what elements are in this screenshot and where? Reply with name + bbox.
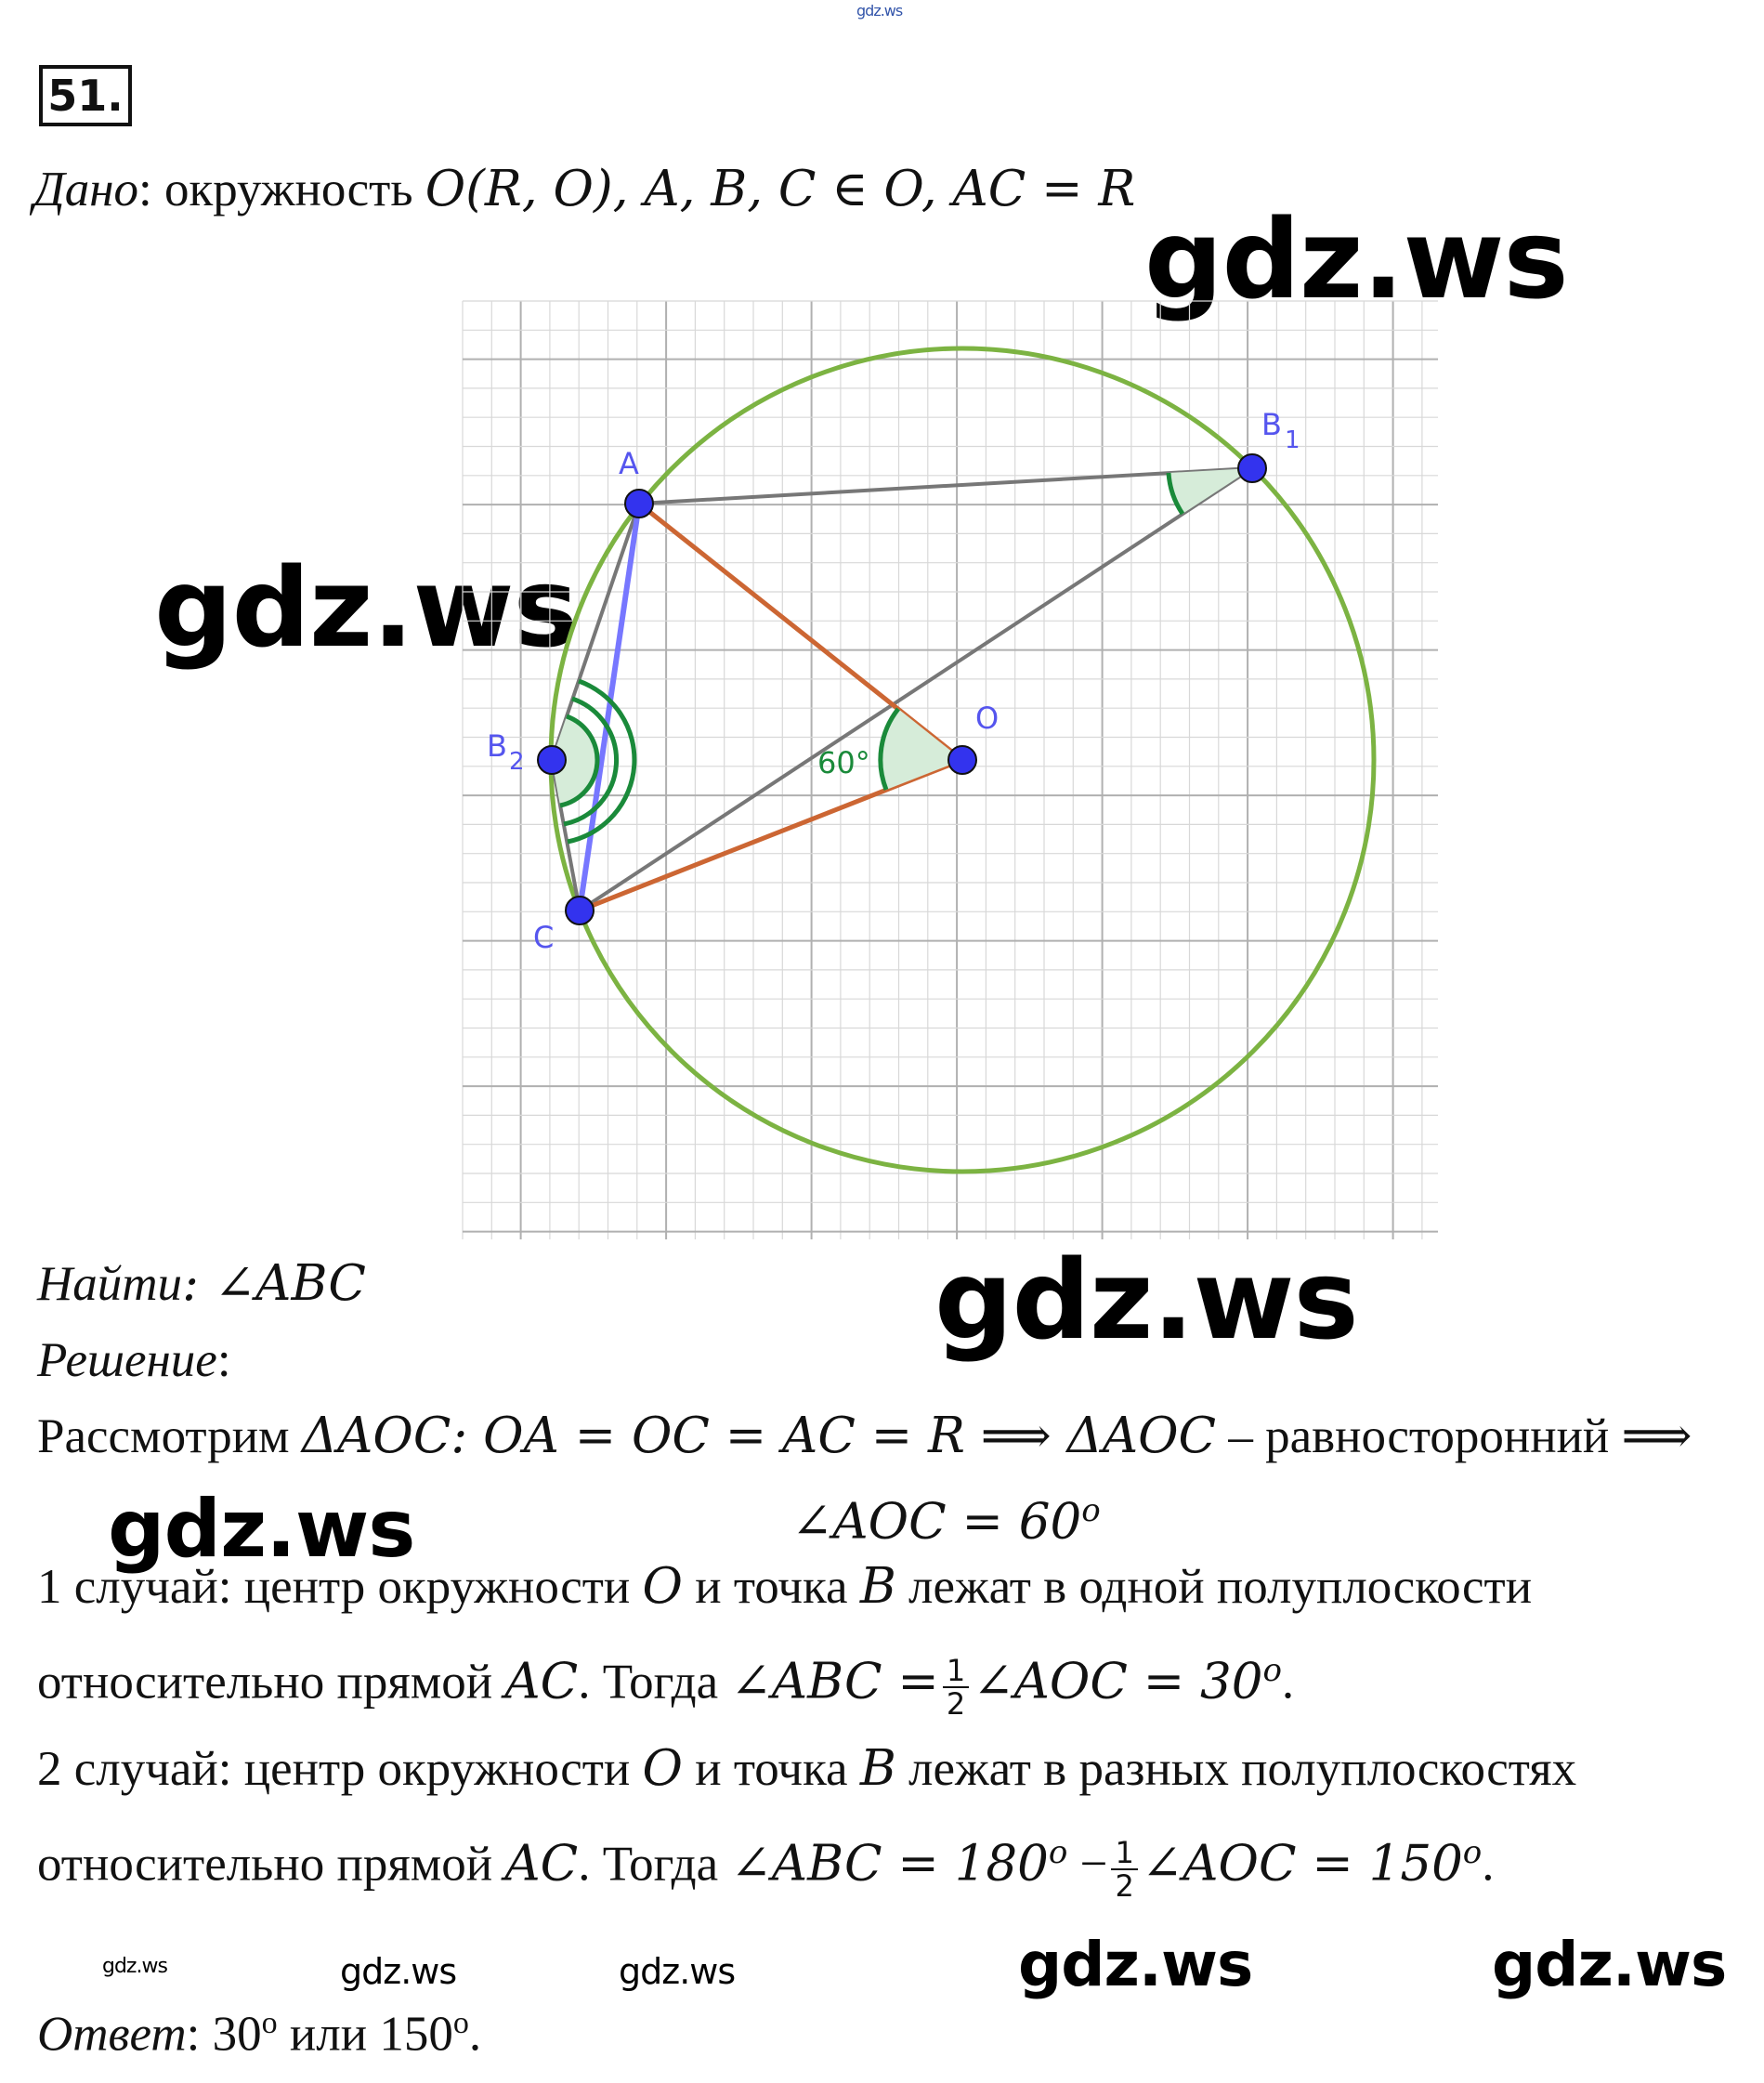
case2-o: O [642, 1740, 683, 1797]
case1-o: O [642, 1558, 683, 1615]
geometry-figure [455, 295, 1440, 1243]
answer-line [37, 1994, 481, 2064]
watermark: gdz.ws [934, 1236, 1358, 1364]
case1-line1 [37, 1557, 1532, 1617]
watermark: gdz.ws [154, 544, 578, 672]
label-a: A [619, 446, 639, 481]
answer-text: : 30 [186, 2007, 262, 2062]
solution-colon: : [216, 1333, 231, 1387]
case1-c: лежат в одной полуплоскости [895, 1560, 1533, 1614]
answer-deg2: o [452, 2006, 469, 2040]
case1-b: и точка [682, 1560, 860, 1614]
case1-fraction [943, 1652, 969, 1722]
case2-ac: AC [504, 1835, 579, 1893]
find-line [37, 1254, 366, 1314]
case2-fraction [1111, 1834, 1137, 1904]
case2-b: и точка [682, 1742, 860, 1796]
case1-deg: o [1262, 1652, 1282, 1689]
label-b2: B [487, 728, 507, 764]
case2-e: . Тогда [578, 1837, 731, 1892]
answer-label: Ответ [37, 2007, 187, 2062]
solution-line1 [37, 1407, 1692, 1466]
case2-d: относительно прямой [37, 1837, 505, 1892]
case1-B: B [859, 1558, 896, 1615]
case2-frac-num: 1 [1111, 1837, 1137, 1870]
given-text: : окружность [138, 163, 425, 216]
case2-c: лежат в разных полуплоскостях [895, 1742, 1577, 1796]
problem-number: 51. [39, 65, 132, 126]
label-angle-60: 60° [817, 745, 870, 780]
line2-math: ∠AOC = 60 [791, 1493, 1082, 1551]
case1-frac-num: 1 [943, 1655, 969, 1688]
point-b2 [538, 746, 566, 774]
watermark: gdz.ws [102, 1955, 167, 1978]
point-c [566, 897, 594, 924]
answer-end: . [468, 2007, 482, 2062]
label-b1: B [1261, 407, 1282, 442]
case1-frac-den: 2 [946, 1685, 966, 1722]
line2-deg: o [1081, 1492, 1101, 1529]
given-math: O(R, O), A, B, C ∈ O, AC = R [425, 161, 1136, 217]
label-b2-sub: 2 [509, 748, 525, 776]
label-b1-sub: 1 [1285, 426, 1300, 454]
case2-line1 [37, 1739, 1576, 1799]
line1-math: ΔAOC: OA = OC = AC = R ⟹ ΔAOC [301, 1408, 1217, 1464]
solution-label-line [37, 1330, 231, 1390]
answer-mid: или 150 [277, 2007, 453, 2062]
watermark: gdz.ws [108, 1483, 415, 1576]
case2-frac-den: 2 [1115, 1867, 1134, 1904]
line1-text-a: Рассмотрим [37, 1409, 302, 1463]
case2-deg2: o [1462, 1834, 1483, 1871]
case2-end: . [1482, 1837, 1495, 1892]
label-c: C [533, 920, 555, 955]
case1-ac: AC [504, 1653, 579, 1710]
case2-a: 2 случай: центр окружности [37, 1742, 643, 1796]
case2-deg1: o [1048, 1834, 1068, 1871]
label-o: O [975, 701, 1000, 736]
answer-deg1: o [261, 2006, 278, 2040]
watermark: gdz.ws [1144, 195, 1568, 323]
case2-m1: ∠ABC = 180 [730, 1835, 1049, 1893]
find-math: : ∠ABC [182, 1255, 366, 1312]
case2-line2 [37, 1823, 1495, 1902]
watermark: gdz.ws [340, 1951, 457, 1992]
given-line [33, 160, 1135, 219]
case2-m2: ∠AOC = 150 [1141, 1835, 1463, 1893]
case1-m2: ∠AOC = 30 [973, 1653, 1263, 1710]
case2-B: B [859, 1740, 896, 1797]
find-label: Найти [37, 1257, 183, 1311]
case1-a: 1 случай: центр окружности [37, 1560, 643, 1614]
case1-line2 [37, 1641, 1294, 1720]
case1-d: относительно прямой [37, 1655, 505, 1710]
case1-m1: ∠ABC = [730, 1653, 939, 1710]
case1-end: . [1281, 1655, 1295, 1710]
case1-e: . Тогда [578, 1655, 731, 1710]
point-o [948, 746, 976, 774]
point-b1 [1238, 454, 1266, 482]
point-a [625, 490, 653, 517]
solution-line2 [791, 1481, 1101, 1552]
line1-text-b: – равносторонний ⟹ [1216, 1409, 1692, 1463]
watermark: gdz.ws [1492, 1929, 1727, 2000]
case2-minus: − [1067, 1837, 1108, 1892]
watermark: gdz.ws [1018, 1929, 1253, 2000]
watermark: gdz.ws [619, 1951, 736, 1992]
solution-label: Решение [37, 1333, 217, 1387]
given-label: Дано [33, 163, 139, 216]
watermark-top: gdz.ws [856, 2, 903, 20]
